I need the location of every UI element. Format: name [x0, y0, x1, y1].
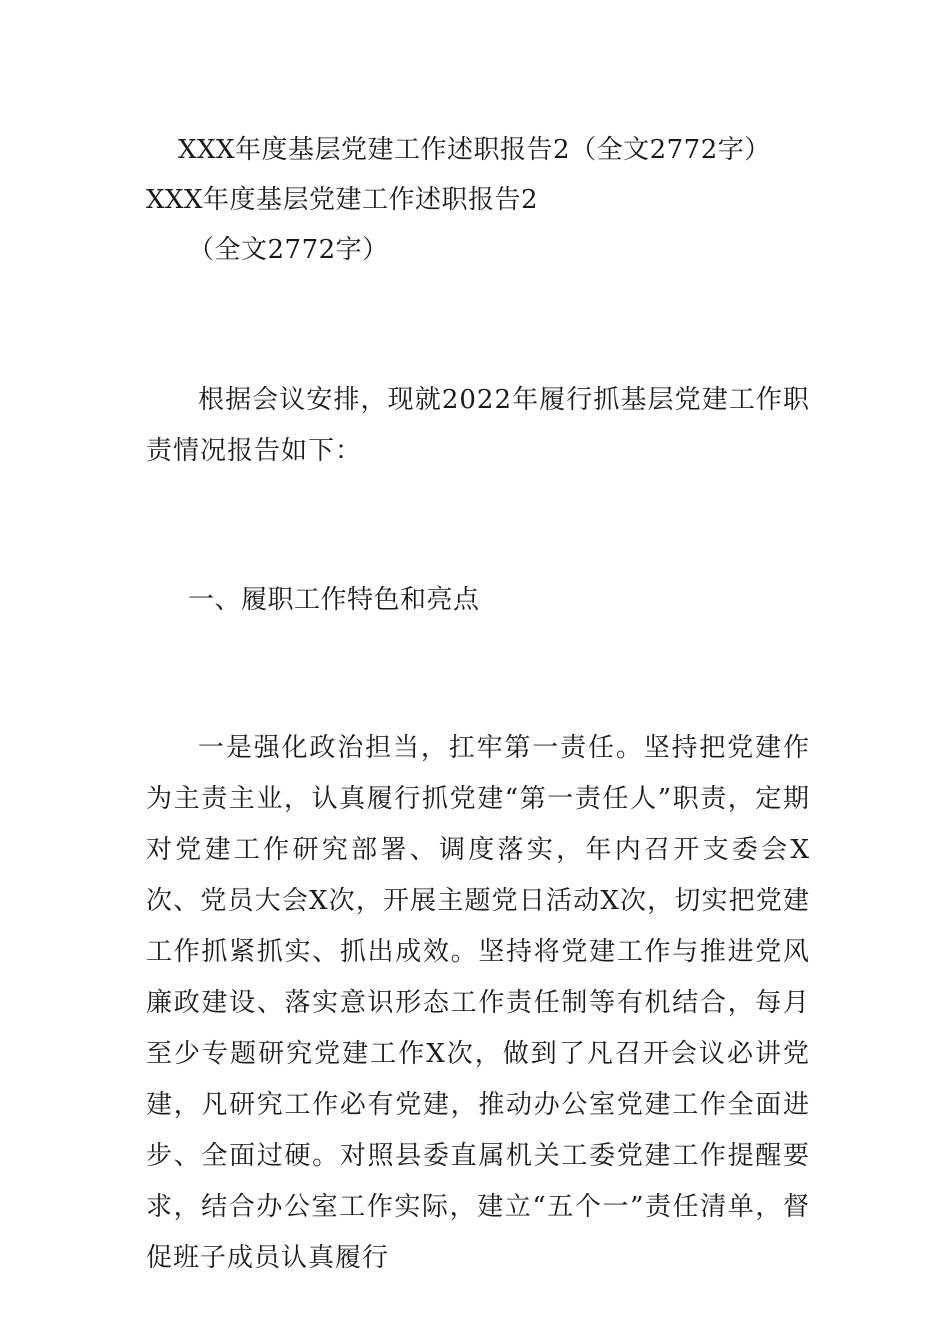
- intro-paragraph: 根据会议安排，现就2022年履行抓基层党建工作职责情况报告如下：: [146, 385, 810, 466]
- document-title-line-3: （全文2772字）: [188, 235, 389, 265]
- body-paragraph-1: 一是强化政治担当，扛牢第一责任。坚持把党建作为主责主业，认真履行抓党建“第一责任人”职责，定期对党建工作研究部署、调度落实，年内召开支委会X次、党员大会X次，开展主题党日活动X次，切实把党建工作抓紧抓实、抓出成效。坚持将党建工作与推进党风廉政建设、落实意识形态工作责任制等有机结合，每月至少专题研究党建工作X次，做到了凡召开会议必讲党建，凡研究工作必有党建，推动办公室党建工作全面进步、全面过硬。对照县委直属机关工委党建工作提醒要求，结合办公室工作实际，建立“五个一”责任清单，督促班子成员认真履行: [146, 733, 810, 1273]
- document-title-line-2: XXX年度基层党建工作述职报告2: [146, 185, 539, 215]
- section-heading: 一、履职工作特色和亮点: [188, 585, 480, 615]
- document-title-line-1: XXX年度基层党建工作述职报告2（全文2772字）: [178, 135, 771, 165]
